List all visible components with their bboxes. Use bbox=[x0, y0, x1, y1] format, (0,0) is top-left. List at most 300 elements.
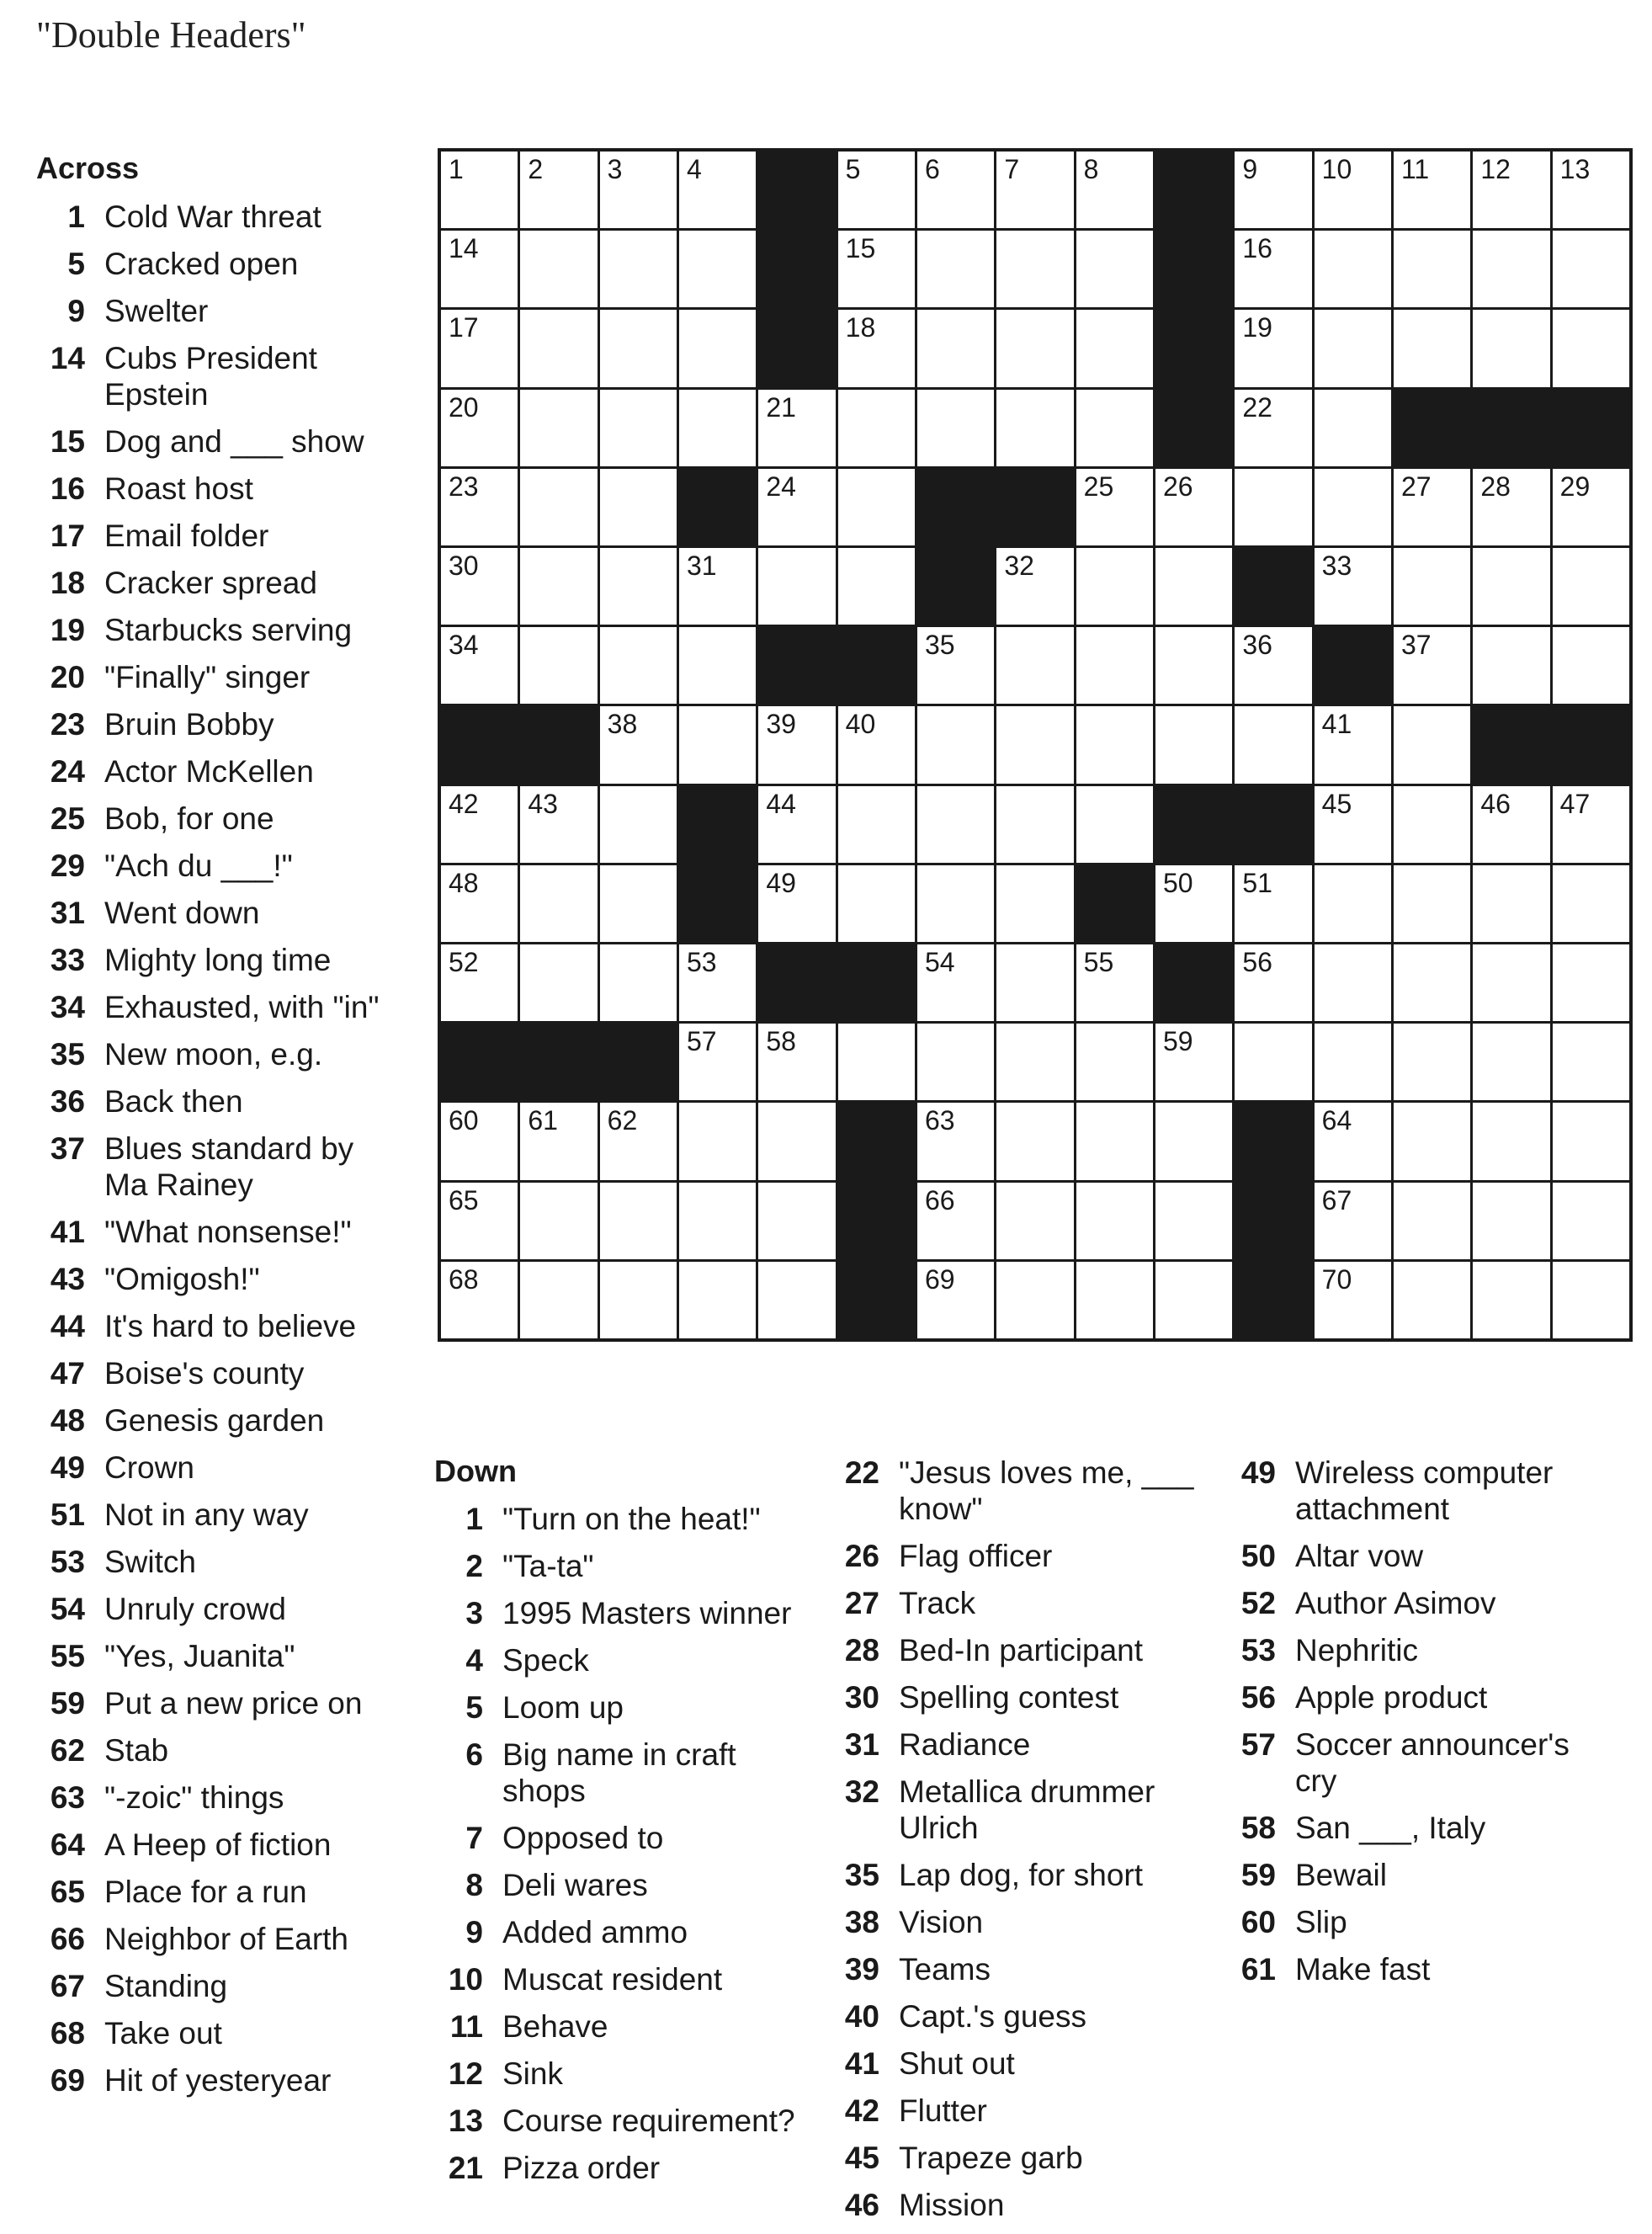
across-clue[interactable] bbox=[36, 423, 398, 460]
grid-cell[interactable] bbox=[1315, 310, 1391, 386]
grid-cell[interactable] bbox=[917, 390, 994, 466]
grid-cell[interactable] bbox=[917, 1183, 994, 1259]
across-clue[interactable] bbox=[36, 942, 398, 978]
grid-block bbox=[1235, 548, 1311, 625]
grid-cell[interactable] bbox=[838, 310, 915, 386]
grid-cell[interactable] bbox=[1394, 152, 1470, 228]
across-clue[interactable] bbox=[36, 1968, 398, 2004]
grid-cell[interactable] bbox=[1155, 865, 1232, 942]
grid-cell[interactable] bbox=[917, 944, 994, 1021]
down-clue[interactable] bbox=[831, 1632, 1201, 1668]
grid-cell[interactable] bbox=[441, 1262, 518, 1338]
grid-cell[interactable] bbox=[520, 548, 597, 625]
across-clue[interactable] bbox=[36, 2015, 398, 2051]
grid-cell[interactable] bbox=[1473, 152, 1549, 228]
grid-cell[interactable] bbox=[996, 627, 1073, 704]
grid-cell[interactable] bbox=[441, 1103, 518, 1179]
grid-cell[interactable] bbox=[838, 1024, 915, 1100]
grid-cell[interactable] bbox=[1076, 231, 1153, 307]
grid-cell[interactable] bbox=[1076, 1183, 1153, 1259]
grid-cell[interactable] bbox=[1076, 390, 1153, 466]
grid-cell[interactable] bbox=[996, 944, 1073, 1021]
grid-cell[interactable] bbox=[996, 152, 1073, 228]
grid-cell[interactable] bbox=[996, 548, 1073, 625]
clue-number: 63 bbox=[50, 1780, 85, 1815]
cell-number: 61 bbox=[528, 1105, 558, 1136]
grid-cell[interactable] bbox=[758, 1024, 835, 1100]
grid-cell[interactable] bbox=[520, 231, 597, 307]
grid-cell[interactable] bbox=[917, 231, 994, 307]
clue-text: Added ammo bbox=[502, 1915, 688, 1949]
grid-cell[interactable] bbox=[441, 627, 518, 704]
across-clue[interactable] bbox=[36, 471, 398, 507]
grid-cell[interactable] bbox=[1473, 1183, 1549, 1259]
across-clue[interactable] bbox=[36, 1308, 398, 1344]
down-clue[interactable] bbox=[1227, 1904, 1597, 1940]
grid-cell[interactable] bbox=[1473, 865, 1549, 942]
down-clue[interactable] bbox=[831, 1904, 1201, 1940]
clue-text: Neighbor of Earth bbox=[104, 1922, 349, 1956]
grid-cell[interactable] bbox=[917, 865, 994, 942]
down-clue[interactable] bbox=[831, 1774, 1201, 1846]
grid-cell[interactable] bbox=[1394, 1024, 1470, 1100]
grid-cell[interactable] bbox=[1473, 1262, 1549, 1338]
grid-cell[interactable] bbox=[1394, 865, 1470, 942]
down-clue[interactable] bbox=[831, 1455, 1201, 1527]
across-clue[interactable] bbox=[36, 1874, 398, 1910]
across-clue[interactable] bbox=[36, 1130, 398, 1203]
across-clue[interactable] bbox=[36, 1036, 398, 1072]
grid-cell[interactable] bbox=[600, 310, 677, 386]
grid-cell[interactable] bbox=[1235, 1024, 1311, 1100]
down-clue[interactable] bbox=[831, 1951, 1201, 1987]
grid-cell[interactable] bbox=[758, 1103, 835, 1179]
clue-number: 11 bbox=[449, 2009, 483, 2044]
grid-cell[interactable] bbox=[1553, 310, 1629, 386]
clue-number: 28 bbox=[844, 1633, 879, 1668]
grid-cell[interactable] bbox=[1394, 1183, 1470, 1259]
down-clue[interactable] bbox=[434, 1867, 805, 1903]
clue-text: Wireless computer attachment bbox=[1295, 1455, 1554, 1526]
cell-number: 27 bbox=[1401, 471, 1432, 502]
grid-cell[interactable] bbox=[1315, 944, 1391, 1021]
down-clue[interactable] bbox=[831, 2187, 1201, 2223]
cell-number: 24 bbox=[766, 471, 796, 502]
clue-number: 31 bbox=[50, 896, 85, 930]
grid-cell[interactable] bbox=[600, 1262, 677, 1338]
down-clue[interactable] bbox=[831, 1585, 1201, 1621]
across-clue[interactable] bbox=[36, 1544, 398, 1580]
down-clue[interactable] bbox=[1227, 1810, 1597, 1846]
across-clue[interactable] bbox=[36, 848, 398, 884]
grid-cell[interactable] bbox=[1394, 706, 1470, 783]
grid-cell[interactable] bbox=[1473, 231, 1549, 307]
clue-number: 1 bbox=[67, 199, 85, 234]
clue-text: Author Asimov bbox=[1295, 1586, 1496, 1620]
down-clue[interactable] bbox=[831, 1538, 1201, 1574]
grid-cell[interactable] bbox=[441, 231, 518, 307]
grid-cell[interactable] bbox=[758, 1262, 835, 1338]
down-clue[interactable] bbox=[831, 2140, 1201, 2176]
grid-cell[interactable] bbox=[917, 1262, 994, 1338]
grid-cell[interactable] bbox=[1553, 548, 1629, 625]
down-clue[interactable] bbox=[434, 2008, 805, 2045]
grid-cell[interactable] bbox=[1394, 786, 1470, 863]
grid-cell[interactable] bbox=[679, 1103, 756, 1179]
cell-number: 53 bbox=[687, 946, 717, 977]
grid-cell[interactable] bbox=[600, 469, 677, 545]
across-clue[interactable] bbox=[36, 246, 398, 282]
grid-cell[interactable] bbox=[1473, 469, 1549, 545]
grid-cell[interactable] bbox=[520, 310, 597, 386]
grid-cell[interactable] bbox=[1235, 152, 1311, 228]
grid-cell[interactable] bbox=[1235, 469, 1311, 545]
grid-cell[interactable] bbox=[838, 706, 915, 783]
down-clue[interactable] bbox=[831, 1726, 1201, 1763]
down-clue[interactable] bbox=[1227, 1857, 1597, 1893]
cell-number: 21 bbox=[766, 391, 796, 423]
clue-number: 21 bbox=[448, 2151, 483, 2185]
down-clue[interactable] bbox=[1227, 1726, 1597, 1799]
grid-cell[interactable] bbox=[679, 152, 756, 228]
grid-cell[interactable] bbox=[600, 231, 677, 307]
grid-cell[interactable] bbox=[1394, 1103, 1470, 1179]
grid-cell[interactable] bbox=[520, 1103, 597, 1179]
grid-cell[interactable] bbox=[1553, 1103, 1629, 1179]
across-clue[interactable] bbox=[36, 2062, 398, 2098]
grid-cell[interactable] bbox=[1553, 1183, 1629, 1259]
down-clue[interactable] bbox=[434, 1501, 805, 1537]
grid-cell[interactable] bbox=[679, 627, 756, 704]
grid-cell[interactable] bbox=[917, 1103, 994, 1179]
grid-cell[interactable] bbox=[520, 152, 597, 228]
grid-cell[interactable] bbox=[441, 944, 518, 1021]
grid-cell[interactable] bbox=[1394, 944, 1470, 1021]
down-clue[interactable] bbox=[1227, 1951, 1597, 1987]
across-clue[interactable] bbox=[36, 989, 398, 1025]
grid-block bbox=[1553, 706, 1629, 783]
grid-cell[interactable] bbox=[600, 1183, 677, 1259]
clue-text: Big name in craft shops bbox=[502, 1737, 736, 1808]
grid-cell[interactable] bbox=[679, 1024, 756, 1100]
across-clue[interactable] bbox=[36, 340, 398, 412]
cell-number: 45 bbox=[1321, 788, 1352, 819]
grid-cell[interactable] bbox=[758, 786, 835, 863]
grid-cell[interactable] bbox=[996, 706, 1073, 783]
down-clue[interactable] bbox=[434, 1961, 805, 1997]
grid-cell[interactable] bbox=[917, 706, 994, 783]
grid-cell[interactable] bbox=[520, 786, 597, 863]
across-clue[interactable] bbox=[36, 895, 398, 931]
grid-cell[interactable] bbox=[917, 152, 994, 228]
grid-cell[interactable] bbox=[441, 310, 518, 386]
grid-cell[interactable] bbox=[1155, 627, 1232, 704]
grid-cell[interactable] bbox=[1076, 786, 1153, 863]
grid-cell[interactable] bbox=[1473, 1024, 1549, 1100]
grid-cell[interactable] bbox=[1553, 152, 1629, 228]
cell-number: 19 bbox=[1242, 312, 1272, 343]
grid-cell[interactable] bbox=[679, 390, 756, 466]
grid-cell[interactable] bbox=[1394, 1262, 1470, 1338]
clue-text: Flag officer bbox=[899, 1539, 1053, 1573]
grid-cell[interactable] bbox=[600, 152, 677, 228]
grid-cell[interactable] bbox=[996, 1262, 1073, 1338]
across-clue[interactable] bbox=[36, 1921, 398, 1957]
grid-cell[interactable] bbox=[1076, 1103, 1153, 1179]
grid-cell[interactable] bbox=[1394, 548, 1470, 625]
cell-number: 36 bbox=[1242, 630, 1272, 661]
clue-text: Mighty long time bbox=[104, 943, 332, 977]
down-clue[interactable] bbox=[1227, 1679, 1597, 1715]
grid-cell[interactable] bbox=[758, 865, 835, 942]
grid-cell[interactable] bbox=[1315, 390, 1391, 466]
across-clue[interactable] bbox=[36, 706, 398, 742]
grid-cell[interactable] bbox=[758, 706, 835, 783]
grid-cell[interactable] bbox=[1235, 231, 1311, 307]
grid-cell[interactable] bbox=[1315, 152, 1391, 228]
grid-cell[interactable] bbox=[679, 231, 756, 307]
down-clue[interactable] bbox=[434, 2056, 805, 2092]
grid-block bbox=[520, 706, 597, 783]
grid-cell[interactable] bbox=[838, 786, 915, 863]
grid-cell[interactable] bbox=[996, 1103, 1073, 1179]
down-clue[interactable] bbox=[434, 1548, 805, 1584]
grid-cell[interactable] bbox=[1155, 548, 1232, 625]
grid-cell[interactable] bbox=[1553, 627, 1629, 704]
down-clue[interactable] bbox=[831, 1679, 1201, 1715]
across-clue[interactable] bbox=[36, 293, 398, 329]
grid-cell[interactable] bbox=[1315, 1103, 1391, 1179]
down-clue[interactable] bbox=[1227, 1632, 1597, 1668]
grid-cell[interactable] bbox=[1155, 469, 1232, 545]
down-clue[interactable] bbox=[434, 1820, 805, 1856]
grid-cell[interactable] bbox=[679, 1183, 756, 1259]
clue-text: Lap dog, for short bbox=[899, 1858, 1144, 1892]
grid-cell[interactable] bbox=[1315, 548, 1391, 625]
grid-cell[interactable] bbox=[1076, 310, 1153, 386]
grid-cell[interactable] bbox=[1553, 1024, 1629, 1100]
grid-cell[interactable] bbox=[520, 469, 597, 545]
grid-cell[interactable] bbox=[1315, 231, 1391, 307]
grid-cell[interactable] bbox=[1394, 310, 1470, 386]
grid-cell[interactable] bbox=[520, 1183, 597, 1259]
grid-cell[interactable] bbox=[758, 548, 835, 625]
grid-cell[interactable] bbox=[1076, 944, 1153, 1021]
grid-cell[interactable] bbox=[996, 390, 1073, 466]
grid-block bbox=[1315, 627, 1391, 704]
grid-cell[interactable] bbox=[679, 548, 756, 625]
grid-cell[interactable] bbox=[1076, 1024, 1153, 1100]
grid-cell[interactable] bbox=[1155, 1183, 1232, 1259]
grid-cell[interactable] bbox=[600, 865, 677, 942]
down-clue[interactable] bbox=[434, 1914, 805, 1950]
cell-number: 62 bbox=[607, 1105, 638, 1136]
cell-number: 15 bbox=[845, 233, 876, 264]
grid-cell[interactable] bbox=[996, 1024, 1073, 1100]
grid-cell[interactable] bbox=[917, 627, 994, 704]
grid-cell[interactable] bbox=[1553, 865, 1629, 942]
grid-cell[interactable] bbox=[1394, 231, 1470, 307]
down-clue[interactable] bbox=[434, 2150, 805, 2186]
grid-cell[interactable] bbox=[1076, 152, 1153, 228]
grid-cell[interactable] bbox=[441, 152, 518, 228]
across-clue[interactable] bbox=[36, 1732, 398, 1769]
grid-cell[interactable] bbox=[1315, 1024, 1391, 1100]
across-clue[interactable] bbox=[36, 1214, 398, 1250]
grid-cell[interactable] bbox=[1473, 310, 1549, 386]
grid-cell[interactable] bbox=[679, 706, 756, 783]
down-clue[interactable] bbox=[1227, 1585, 1597, 1621]
grid-cell[interactable] bbox=[1473, 1103, 1549, 1179]
down-clue[interactable] bbox=[1227, 1455, 1597, 1527]
grid-cell[interactable] bbox=[441, 1183, 518, 1259]
across-clue[interactable] bbox=[36, 199, 398, 235]
grid-cell[interactable] bbox=[1553, 944, 1629, 1021]
clue-number: 22 bbox=[844, 1455, 879, 1490]
grid-cell[interactable] bbox=[838, 469, 915, 545]
grid-cell[interactable] bbox=[758, 390, 835, 466]
down-clue[interactable] bbox=[434, 1642, 805, 1678]
grid-cell[interactable] bbox=[600, 548, 677, 625]
grid-cell[interactable] bbox=[1076, 548, 1153, 625]
across-clue[interactable] bbox=[36, 518, 398, 554]
grid-cell[interactable] bbox=[520, 865, 597, 942]
grid-cell[interactable] bbox=[1155, 1262, 1232, 1338]
grid-cell[interactable] bbox=[441, 469, 518, 545]
clue-number: 6 bbox=[465, 1737, 483, 1772]
grid-cell[interactable] bbox=[600, 786, 677, 863]
grid-cell[interactable] bbox=[1473, 548, 1549, 625]
across-clue[interactable] bbox=[36, 659, 398, 695]
grid-cell[interactable] bbox=[600, 627, 677, 704]
grid-cell[interactable] bbox=[600, 390, 677, 466]
grid-cell[interactable] bbox=[996, 310, 1073, 386]
grid-cell[interactable] bbox=[1155, 706, 1232, 783]
across-clue[interactable] bbox=[36, 612, 398, 648]
grid-cell[interactable] bbox=[600, 706, 677, 783]
grid-cell[interactable] bbox=[1473, 627, 1549, 704]
across-clue[interactable] bbox=[36, 1827, 398, 1863]
grid-cell[interactable] bbox=[1315, 1183, 1391, 1259]
grid-cell[interactable] bbox=[996, 1183, 1073, 1259]
grid-cell[interactable] bbox=[441, 865, 518, 942]
clue-text: "Turn on the heat!" bbox=[502, 1502, 761, 1536]
across-clue[interactable] bbox=[36, 1685, 398, 1721]
grid-cell[interactable] bbox=[1553, 469, 1629, 545]
grid-cell[interactable] bbox=[441, 548, 518, 625]
across-clue[interactable] bbox=[36, 565, 398, 601]
grid-cell[interactable] bbox=[838, 548, 915, 625]
down-clue[interactable] bbox=[434, 2103, 805, 2139]
grid-cell[interactable] bbox=[996, 231, 1073, 307]
grid-cell[interactable] bbox=[1235, 310, 1311, 386]
grid-cell[interactable] bbox=[1076, 469, 1153, 545]
across-clue[interactable] bbox=[36, 753, 398, 790]
clue-text: Deli wares bbox=[502, 1868, 648, 1902]
down-clue[interactable] bbox=[831, 2093, 1201, 2129]
grid-cell[interactable] bbox=[917, 310, 994, 386]
clue-number: 49 bbox=[1240, 1455, 1276, 1490]
grid-cell[interactable] bbox=[1315, 786, 1391, 863]
grid-cell[interactable] bbox=[1315, 865, 1391, 942]
grid-cell[interactable] bbox=[1235, 390, 1311, 466]
grid-cell[interactable] bbox=[1076, 706, 1153, 783]
cell-number: 40 bbox=[845, 709, 876, 740]
down-clue[interactable] bbox=[831, 1998, 1201, 2035]
across-clue[interactable] bbox=[36, 1449, 398, 1486]
grid-cell[interactable] bbox=[838, 865, 915, 942]
grid-cell[interactable] bbox=[996, 865, 1073, 942]
down-clue[interactable] bbox=[434, 1689, 805, 1726]
across-clue[interactable] bbox=[36, 1591, 398, 1627]
grid-cell[interactable] bbox=[1315, 1262, 1391, 1338]
grid-cell[interactable] bbox=[758, 469, 835, 545]
grid-cell[interactable] bbox=[441, 786, 518, 863]
grid-cell[interactable] bbox=[1076, 627, 1153, 704]
down-clue[interactable] bbox=[831, 2045, 1201, 2082]
across-clue[interactable] bbox=[36, 1083, 398, 1120]
down-clue[interactable] bbox=[434, 1737, 805, 1809]
grid-cell[interactable] bbox=[917, 786, 994, 863]
grid-cell[interactable] bbox=[1076, 1262, 1153, 1338]
grid-cell[interactable] bbox=[679, 944, 756, 1021]
grid-cell[interactable] bbox=[520, 390, 597, 466]
grid-cell[interactable] bbox=[679, 310, 756, 386]
grid-cell[interactable] bbox=[1155, 1103, 1232, 1179]
grid-cell[interactable] bbox=[1553, 786, 1629, 863]
grid-cell[interactable] bbox=[441, 390, 518, 466]
grid-cell[interactable] bbox=[1553, 1262, 1629, 1338]
grid-cell[interactable] bbox=[1235, 944, 1311, 1021]
grid-cell[interactable] bbox=[1235, 627, 1311, 704]
grid-cell[interactable] bbox=[520, 944, 597, 1021]
across-clue[interactable] bbox=[36, 801, 398, 837]
down-clue[interactable] bbox=[1227, 1538, 1597, 1574]
grid-cell[interactable] bbox=[1473, 944, 1549, 1021]
grid-cell[interactable] bbox=[758, 1183, 835, 1259]
across-clue[interactable] bbox=[36, 1355, 398, 1391]
grid-cell[interactable] bbox=[600, 944, 677, 1021]
across-clue[interactable] bbox=[36, 1497, 398, 1533]
grid-cell[interactable] bbox=[1394, 469, 1470, 545]
cell-number: 33 bbox=[1321, 550, 1352, 581]
grid-cell[interactable] bbox=[679, 1262, 756, 1338]
grid-cell[interactable] bbox=[1553, 231, 1629, 307]
grid-cell[interactable] bbox=[600, 1103, 677, 1179]
grid-cell[interactable] bbox=[838, 390, 915, 466]
grid-cell[interactable] bbox=[917, 1024, 994, 1100]
grid-cell[interactable] bbox=[838, 231, 915, 307]
down-clue[interactable] bbox=[434, 1595, 805, 1631]
grid-cell[interactable] bbox=[1155, 1024, 1232, 1100]
grid-cell[interactable] bbox=[1235, 706, 1311, 783]
down-clue[interactable] bbox=[831, 1857, 1201, 1893]
grid-cell[interactable] bbox=[1235, 865, 1311, 942]
grid-cell[interactable] bbox=[1315, 469, 1391, 545]
across-clue[interactable] bbox=[36, 1638, 398, 1674]
across-clue[interactable] bbox=[36, 1779, 398, 1816]
grid-cell[interactable] bbox=[996, 786, 1073, 863]
grid-cell[interactable] bbox=[520, 627, 597, 704]
grid-cell[interactable] bbox=[1473, 786, 1549, 863]
grid-cell[interactable] bbox=[838, 152, 915, 228]
cell-number: 37 bbox=[1401, 630, 1432, 661]
across-clue[interactable] bbox=[36, 1261, 398, 1297]
grid-cell[interactable] bbox=[520, 1262, 597, 1338]
grid-cell[interactable] bbox=[1315, 706, 1391, 783]
grid-cell[interactable] bbox=[1394, 627, 1470, 704]
across-clue[interactable] bbox=[36, 1402, 398, 1439]
